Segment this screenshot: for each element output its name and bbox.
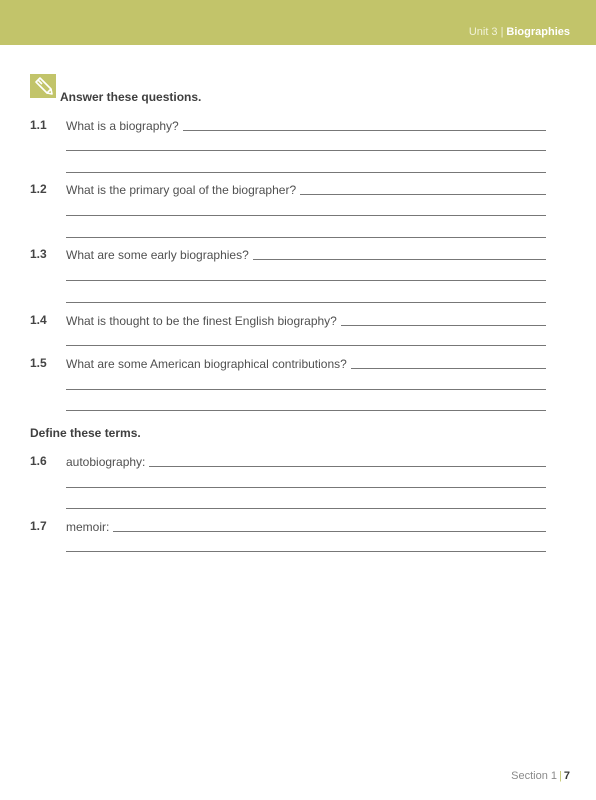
question-1-5 [30,356,546,372]
question-1-3 [30,247,546,263]
question-text: What is the primary goal of the biographer? [66,183,297,197]
answer-blank[interactable] [253,247,546,260]
header-title [469,26,570,38]
question-1-1 [30,118,546,134]
answer-line[interactable] [66,410,546,411]
answer-line[interactable] [66,172,546,173]
question-text: What is thought to be the finest English biography? [66,314,337,328]
answer-line[interactable] [66,215,546,216]
answer-line[interactable] [66,237,546,238]
page-footer [511,770,570,782]
header-topic: Biographies [506,26,570,38]
answer-blank[interactable] [113,519,546,532]
answer-line[interactable] [66,280,546,281]
question-1-4 [30,313,546,329]
question-text: What is a biography? [66,119,179,133]
question-number: 1.5 [30,356,47,370]
answer-line[interactable] [66,345,546,346]
answer-blank[interactable] [351,356,546,369]
question-1-6 [30,454,546,470]
question-number: 1.4 [30,313,47,327]
footer-separator: | [559,770,562,782]
footer-section: Section 1 [511,770,558,782]
answer-line[interactable] [66,508,546,509]
define-instruction: Define these terms. [30,426,141,440]
answer-line[interactable] [66,150,546,151]
header-separator: | [500,26,504,38]
answer-blank[interactable] [149,454,546,467]
term-text: memoir: [66,520,110,534]
answer-blank[interactable] [341,313,546,326]
answer-blank[interactable] [183,118,546,131]
answer-line[interactable] [66,551,546,552]
question-number: 1.2 [30,182,47,196]
question-number: 1.1 [30,118,47,132]
term-text: autobiography: [66,455,146,469]
answer-line[interactable] [66,389,546,390]
question-1-2 [30,182,546,198]
question-number: 1.3 [30,247,47,261]
answer-instruction: Answer these questions. [60,90,202,104]
page-number: 7 [563,770,570,782]
question-number: 1.6 [30,454,47,468]
pencil-icon [30,74,56,98]
header-band [0,0,596,45]
answer-blank[interactable] [300,182,546,195]
question-1-7 [30,519,546,535]
question-number: 1.7 [30,519,47,533]
answer-line[interactable] [66,302,546,303]
question-text: What are some American biographical contributions? [66,357,347,371]
answer-line[interactable] [66,487,546,488]
question-text: What are some early biographies? [66,248,249,262]
header-unit: Unit 3 [468,26,498,38]
